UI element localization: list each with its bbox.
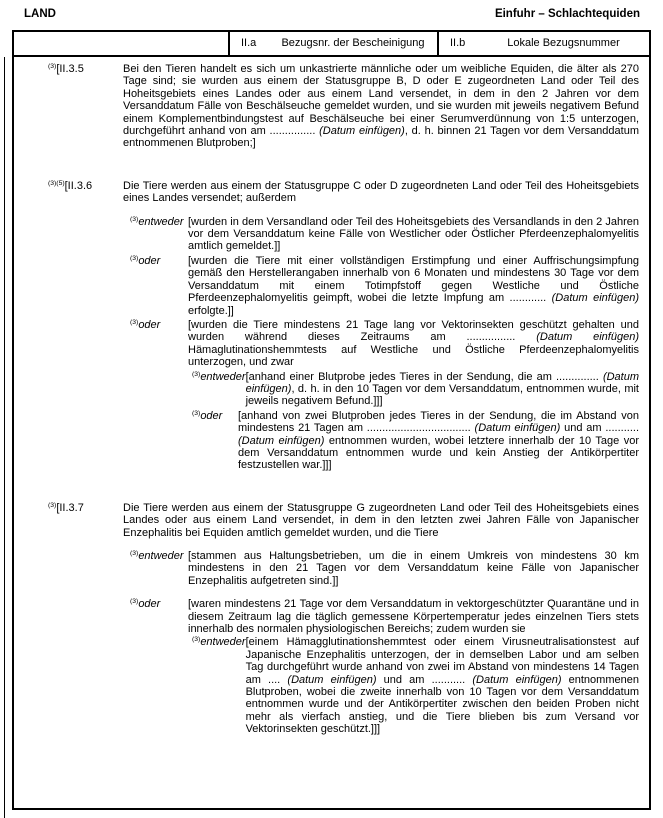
text-run: und am ...........	[376, 673, 473, 686]
text-run: erfolgte.]]	[188, 304, 234, 317]
ref-code-iia: II.a	[241, 37, 257, 50]
ref-cell-certificate-number	[228, 32, 437, 55]
clause-keyword: $^{(3)}$oder	[130, 254, 161, 267]
footnote-marker: (3)	[130, 318, 139, 326]
clause-keyword: $^{(3)}$oder	[130, 598, 161, 611]
clause-keyword: $^{(3)}$oder	[192, 409, 223, 422]
footnote-marker: (3)	[130, 598, 139, 606]
text-run: Die Tiere werden aus einem der Statusgruppe C oder D zugeordneten Land oder Teil des Hoheitsgebiets eines Landes versendet; außerdem	[123, 179, 639, 205]
footnote-marker: (3)(5)	[48, 179, 65, 187]
section-II.3.5	[14, 63, 649, 150]
text-run: [wurden in dem Versandland oder Teil des Hoheitsgebiets des Versandlands in den 2 Jahren vor dem Versanddatum keine Fälle von Westlicher oder Östlicher Pferdeenzephalomyelitis amtlich gemeldet.]]	[188, 215, 639, 253]
clause-list	[188, 636, 639, 735]
text-run: Hämaglutinationshemmtests auf Westliche und Östliche Pferdeenzephalomyelitis unterzogen, und zwar	[188, 343, 639, 369]
page-title-right: Einfuhr – Schlachtequiden	[494, 8, 640, 20]
section-body	[123, 180, 639, 472]
clause-list	[123, 550, 639, 736]
clause-text	[188, 598, 639, 735]
clause-text	[188, 319, 639, 472]
italic-placeholder-text: (Datum einfügen)	[551, 292, 639, 305]
ref-code-iib: II.b	[450, 37, 466, 50]
clause-oder	[123, 319, 639, 472]
italic-placeholder-text: (Datum einfügen)	[238, 434, 325, 447]
italic-placeholder-text: (Datum einfügen)	[319, 125, 405, 138]
clause-oder	[188, 410, 639, 472]
clause-oder	[123, 255, 639, 317]
section-paragraph	[123, 180, 639, 205]
footnote-marker: (3)	[192, 636, 201, 644]
page-title-left: LAND	[24, 8, 56, 20]
section-body	[123, 63, 639, 150]
page-left-rule	[4, 57, 5, 818]
text-run: [anhand einer Blutprobe jedes Tieres in der Sendung, die am ..............	[245, 370, 603, 383]
certificate-body	[12, 57, 651, 810]
footnote-marker: (3)	[192, 409, 201, 417]
ref-cell-empty	[14, 32, 228, 55]
text-run: [stammen aus Haltungsbetrieben, um die in einem Umkreis von mindestens 30 km mindestens in den 21 Tagen vor dem Versanddatum keine Fälle von Japanischer Enzephalitis aufgetreten sind.]]	[188, 550, 639, 587]
clause-entweder	[188, 636, 639, 735]
section-II.3.7	[14, 502, 649, 736]
text-run: und am ...........	[560, 422, 639, 435]
clause-keyword: $^{(3)}$entweder	[192, 636, 246, 649]
ref-label-iib: Lokale Bezugsnummer	[507, 37, 620, 50]
ref-label-iia: Bezugsnr. der Bescheinigung	[281, 37, 425, 50]
clause-text	[238, 410, 639, 472]
italic-placeholder-text: (Datum einfügen)	[287, 673, 377, 686]
clause-text	[188, 550, 639, 587]
clause-list	[188, 371, 639, 472]
clause-entweder	[188, 371, 639, 408]
footnote-marker: (3)	[130, 550, 139, 557]
clause-text	[188, 216, 639, 253]
section-number: $^{(3)(5)}$[II.3.6	[48, 179, 93, 192]
text-run: [waren mindestens 21 Tage vor dem Versanddatum in vektorgeschützter Quarantäne und in diesem Zeitraum lag die täglich gemessene Körpertemperatur jedes einzelnen Tiers stets innerhalb des normalen physiologischen Bereichs; zudem wurden sie	[188, 598, 639, 636]
sections	[14, 63, 649, 736]
clause-keyword: $^{(3)}$entweder	[130, 550, 184, 562]
clause-keyword: $^{(3)}$oder	[130, 318, 161, 331]
footnote-marker: (3)	[48, 501, 57, 509]
section-body	[123, 502, 639, 736]
reference-header-table	[12, 30, 651, 57]
clause-entweder	[123, 550, 639, 587]
text-run: [anhand von zwei Blutproben jedes Tieres in der Sendung, die im Abstand von mindestens 21 Tagen am ..................................	[238, 409, 639, 435]
clause-text	[246, 636, 639, 735]
section-number: $^{(3)}$[II.3.7	[48, 501, 84, 514]
italic-placeholder-text: (Datum einfügen)	[245, 370, 639, 395]
footnote-marker: (3)	[192, 370, 201, 378]
section-paragraph	[123, 502, 639, 539]
footnote-marker: (3)	[130, 254, 139, 262]
clause-oder	[123, 598, 639, 735]
clause-keyword: $^{(3)}$entweder	[192, 370, 246, 383]
text-run: [einem Hämagglutinationshemmtest oder einem Virusneutralisationstest auf Japanische Enzephalitis unterzogen, der in demselben Labor und am selben Tag durchgeführt wurde anhand von zwei im Abstand von mindestens 14 Tagen am ....	[245, 636, 639, 686]
text-run: entnommen wurden, wobei letztere innerhalb der 10 Tage vor dem Versanddatum entnommen wurde und kein Anstieg der Antikörpertiter festzustellen war.]]]	[238, 434, 639, 472]
footnote-marker: (3)	[130, 215, 139, 223]
footnote-marker: (3)	[48, 63, 57, 70]
italic-placeholder-text: (Datum einfügen)	[536, 331, 639, 344]
section-II.3.6	[14, 180, 649, 472]
text-run: [wurden die Tiere mindestens 21 Tage lang vor Vektorinsekten geschützt gehalten und wurden während dieses Zeitraums am ................	[188, 318, 639, 344]
clause-text	[246, 371, 639, 408]
clause-entweder	[123, 216, 639, 253]
clause-keyword: $^{(3)}$entweder	[130, 215, 184, 228]
section-number: $^{(3)}$[II.3.5	[48, 63, 84, 75]
italic-placeholder-text: (Datum einfügen)	[474, 422, 561, 435]
text-run: Die Tiere werden aus einem der Statusgruppe G zugeordneten Land oder Teil des Hoheitsgebiets eines Landes oder aus einem Land versendet, in dem in den letzten zwei Jahren Fälle von Japanischer Enzephalitis bei Equiden amtlich gemeldet wurden, und die Tiere	[123, 501, 639, 539]
ref-cell-local-number	[437, 32, 649, 55]
text-run: Bei den Tieren handelt es sich um unkastrierte männliche oder um weibliche Equiden, die älter als 270 Tage sind; sie wurden aus einem der Statusgruppe B, D oder E zugeordneten Land oder Teil des Hoheitsgebiets eines Landes oder aus einem Land versendet, in dem in den 2 Jahren vor dem Versanddatum Fälle von Beschälseuche gemeldet wurden, und sie wurden mit jeweils negativem Befund einem Komplementbindungstest auf Beschälseuche bei einer Serumverdünnung von 1:5 unterzogen, durchgeführt anhand von am ...............	[123, 63, 639, 138]
text-run: entnommenen Blutproben, wobei die zweite innerhalb von 10 Tagen vor dem Versanddatum entnommen wurde und der Antikörpertiter zwischen den beiden Proben nicht mehr als vierfach anstieg, und die Tiere blieben bis zum Versand vor Vektorinsekten geschützt.]]]	[245, 673, 639, 736]
text-run: , d. h. binnen 21 Tagen vor dem Versanddatum entnommenen Blutproben;]	[123, 125, 639, 150]
italic-placeholder-text: (Datum einfügen)	[472, 673, 562, 686]
text-run: , d. h. in den 10 Tagen vor dem Versanddatum, entnommen wurde, mit jeweils negativem Befund.]]]	[245, 382, 639, 408]
section-paragraph	[123, 63, 639, 150]
text-run: [wurden die Tiere mit einer vollständigen Erstimpfung und einer Auffrischungsimpfung gemäß den Herstellerangaben innerhalb von 6 Monaten und mindestens 30 Tage vor dem Versanddatum mit einem Totimpfstoff gegen Westliche und Östliche Pferdeenzephalomyelitis geimpft, wobei die letzte Impfung am ............	[188, 254, 639, 305]
clause-text	[188, 255, 639, 317]
clause-list	[123, 216, 639, 472]
